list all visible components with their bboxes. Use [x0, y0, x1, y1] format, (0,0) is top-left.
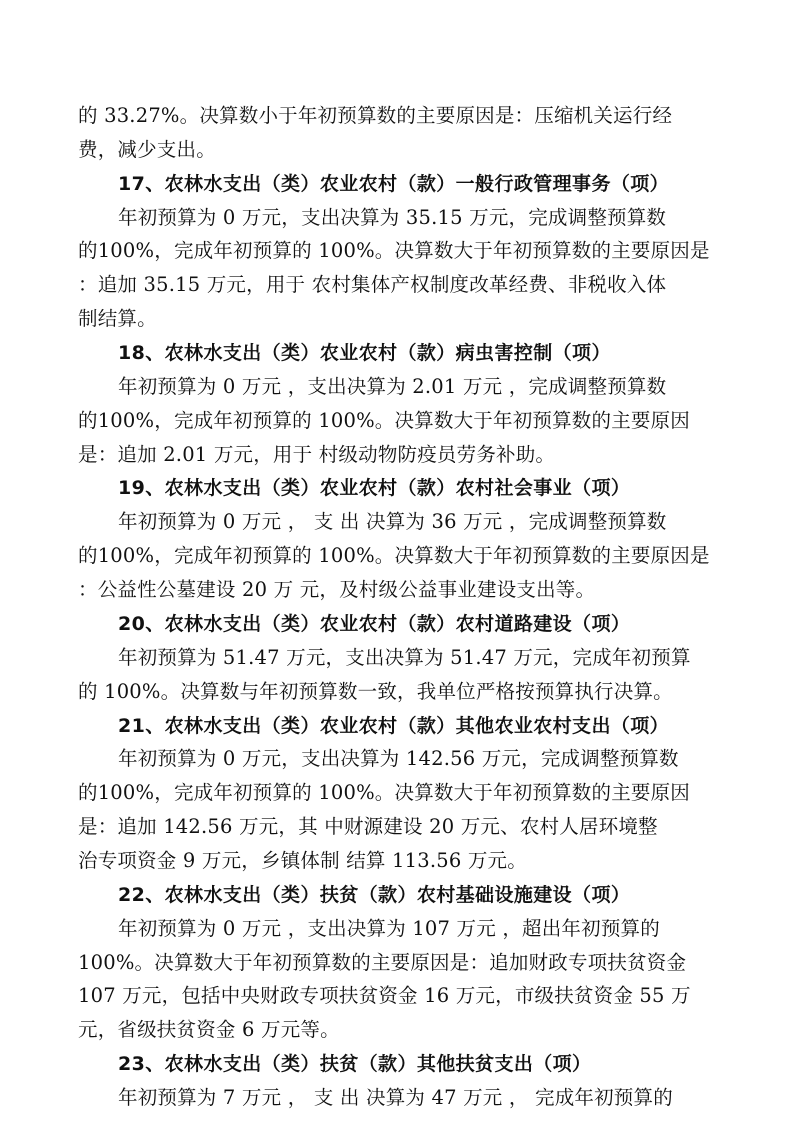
- body-text-line: 费，减少支出。: [78, 138, 216, 161]
- section-heading-22: 22、农林水支出（类）扶贫（款）农村基础设施建设（项）: [118, 884, 631, 906]
- body-text-line: 年初预算为 51.47 万元，支出决算为 51.47 万元，完成年初预算: [118, 646, 691, 669]
- section-heading-19: 19、农林水支出（类）农业农村（款）农村社会事业（项）: [118, 477, 631, 499]
- body-text-line: ：追加 35.15 万元，用于 农村集体产权制度改革经费、非税收入体: [78, 273, 667, 296]
- body-text-line: 是：追加 142.56 万元，其 中财源建设 20 万元、农村人居环境整: [78, 815, 658, 838]
- body-text-line: 年初预算为 0 万元 ， 支 出 决算为 36 万元 ，完成调整预算数: [118, 510, 667, 533]
- body-text-line: 年初预算为 0 万元 ，支出决算为 2.01 万元 ，完成调整预算数: [118, 375, 667, 398]
- body-text-line: 制结算。: [78, 307, 157, 330]
- section-heading-20: 20、农林水支出（类）农业农村（款）农村道路建设（项）: [118, 613, 631, 635]
- body-text-line: 的100%，完成年初预算的 100%。决算数大于年初预算数的主要原因: [78, 409, 690, 432]
- section-heading-23: 23、农林水支出（类）扶贫（款）其他扶贫支出（项）: [118, 1053, 592, 1075]
- body-text-line: ：公益性公墓建设 20 万 元，及村级公益事业建设支出等。: [78, 578, 596, 601]
- body-text-line: 年初预算为 0 万元，支出决算为 142.56 万元，完成调整预算数: [118, 747, 679, 770]
- body-text-line: 年初预算为 0 万元，支出决算为 35.15 万元，完成调整预算数: [118, 206, 667, 229]
- body-text-line: 的 100%。决算数与年初预算数一致，我单位严格按预算执行决算。: [78, 680, 673, 703]
- section-heading-18: 18、农林水支出（类）农业农村（款）病虫害控制（项）: [118, 342, 611, 364]
- body-text-line: 年初预算为 7 万元 ， 支 出 决算为 47 万元 ， 完成年初预算的: [118, 1086, 673, 1109]
- body-text-line: 是：追加 2.01 万元，用于 村级动物防疫员劳务补助。: [78, 443, 556, 466]
- section-heading-17: 17、农林水支出（类）农业农村（款）一般行政管理事务（项）: [118, 173, 670, 195]
- body-text-line: 元，省级扶贫资金 6 万元等。: [78, 1018, 340, 1041]
- body-text-line: 的100%，完成年初预算的 100%。决算数大于年初预算数的主要原因是: [78, 544, 710, 567]
- body-text-line: 的100%，完成年初预算的 100%。决算数大于年初预算数的主要原因: [78, 781, 690, 804]
- body-text-line: 的 33.27%。决算数小于年初预算数的主要原因是：压缩机关运行经: [78, 104, 673, 127]
- body-text-line: 治专项资金 9 万元，乡镇体制 结算 113.56 万元。: [78, 849, 527, 872]
- body-text-line: 年初预算为 0 万元 ，支出决算为 107 万元 ，超出年初预算的: [118, 917, 660, 940]
- body-text-line: 的100%，完成年初预算的 100%。决算数大于年初预算数的主要原因是: [78, 239, 710, 262]
- section-heading-21: 21、农林水支出（类）农业农村（款）其他农业农村支出（项）: [118, 715, 670, 737]
- body-text-line: 100%。决算数大于年初预算数的主要原因是：追加财政专项扶贫资金: [78, 951, 687, 974]
- body-text-line: 107 万元，包括中央财政专项扶贫资金 16 万元，市级扶贫资金 55 万: [78, 984, 691, 1007]
